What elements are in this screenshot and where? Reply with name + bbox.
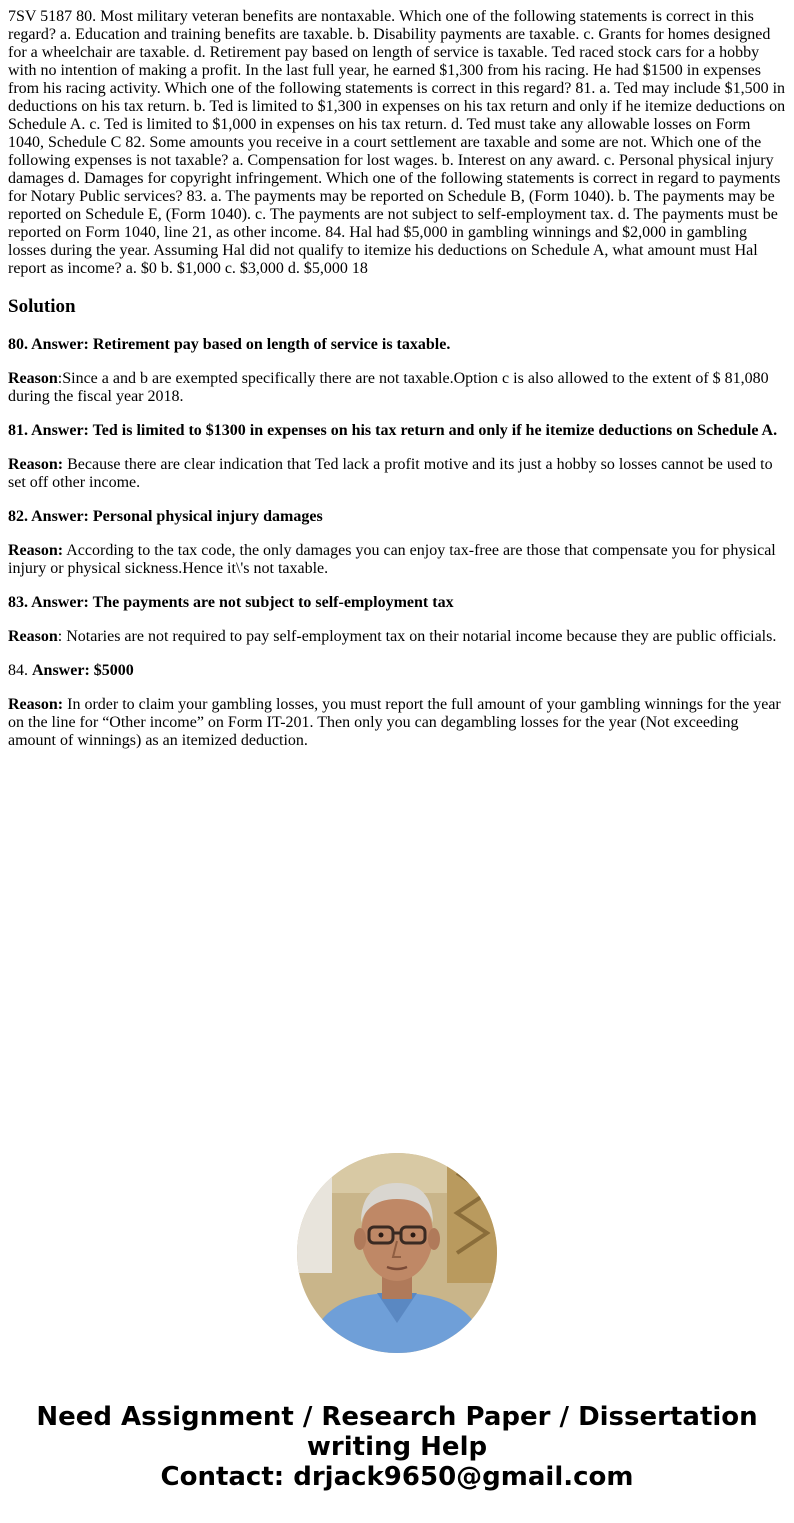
reason-text: According to the tax code, the only damages you can enjoy tax-free are those that compensate you for physical injury or physical sickness.Hence it\'s not taxable. [8,542,776,577]
answer-line [8,662,786,680]
reason-text: :Since a and b are exempted specifically there are not taxable.Option c is also allowed to the extent of $ 81,080 during the fiscal year 2018. [8,370,769,405]
answer-text: 81. Answer: Ted is limited to $1300 in expenses on his tax return and only if he itemize deductions on Schedule A. [8,422,778,439]
reason-label: Reason: [8,456,64,473]
answer-text: 80. Answer: Retirement pay based on length of service is taxable. [8,336,451,353]
answer-line [8,336,786,354]
promo-line-2: writing Help [306,1432,488,1462]
answer-84 [8,662,786,750]
answer-81 [8,422,786,492]
reason-label: Reason: [8,542,64,559]
reason-text: : Notaries are not required to pay self-employment tax on their notarial income because they are public officials. [57,628,777,645]
reason-label: Reason [8,628,58,645]
avatar [297,1153,497,1353]
reason-label: Reason: [8,696,64,713]
reason-text: In order to claim your gambling losses, you must report the full amount of your gambling winnings for the year on the line for “Other income” on Form IT-201. Then only you can degambling losses for the year (Not exceeding amount of winnings) as an itemized deduction. [8,696,781,749]
answer-text: Answer: $5000 [32,662,134,679]
answer-line [8,508,786,526]
answer-line [8,422,786,440]
answer-text: 83. Answer: The payments are not subject to self-employment tax [8,594,454,611]
answer-83 [8,594,786,646]
reason-line [8,456,786,492]
answer-line [8,594,786,612]
answer-number: 84. [8,662,32,679]
promo-contact: Contact: drjack9650@gmail.com [160,1462,634,1492]
document-body [8,8,786,766]
reason-line [8,696,786,750]
reason-text: Because there are clear indication that Ted lack a profit motive and its just a hobby so losses cannot be used to set off other income. [8,456,773,491]
answer-82 [8,508,786,578]
promo-line-1: Need Assignment / Research Paper / Dissertation [36,1402,758,1432]
answer-80 [8,336,786,406]
answer-text: 82. Answer: Personal physical injury damages [8,508,323,525]
solution-heading: Solution [8,296,76,317]
question-text: 7SV 5187 80. Most military veteran benefits are nontaxable. Which one of the following statements is correct in this regard? a. Education and training benefits are taxable. b. Disability payments are taxable. c. Grants for homes designed for a wheelchair are taxable. d. Retirement pay based on length of service is taxable. Ted raced stock cars for a hobby with no intention of making a profit. In the last full year, he earned $1,300 from his racing. He had $1500 in expenses from his racing activity. Which one of the following statements is correct in this regard? 81. a. Ted may include $1,500 in deductions on his tax return. b. Ted is limited to $1,300 in expenses on his tax return and only if he itemize deductions on Schedule A. c. Ted is limited to $1,000 in expenses on his tax return. d. Ted must take any allowable losses on Form 1040, Schedule C 82. Some amounts you receive in a court settlement are taxable and some are not. Which one of the following expenses is not taxable? a. Compensation for lost wages. b. Interest on any award. c. Personal physical injury damages d. Damages for copyright infringement. Which one of the following statements is correct in regard to payments for Notary Public services? 83. a. The payments may be reported on Schedule B, (Form 1040). b. The payments may be reported on Schedule E, (Form 1040). c. The payments are not subject to self-employment tax. d. The payments must be reported on Form 1040, line 21, as other income. 84. Hal had $5,000 in gambling winnings and $2,000 in gambling losses during the year. Assuming Hal did not qualify to itemize his deductions on Schedule A, what amount must Hal report as income? a. $0 b. $1,000 c. $3,000 d. $5,000 18 [8,8,786,277]
reason-line [8,542,786,578]
promo-banner [0,1402,794,1492]
reason-label: Reason [8,370,58,387]
reason-line [8,370,786,406]
avatar-portrait [297,1153,497,1353]
reason-line [8,628,786,646]
